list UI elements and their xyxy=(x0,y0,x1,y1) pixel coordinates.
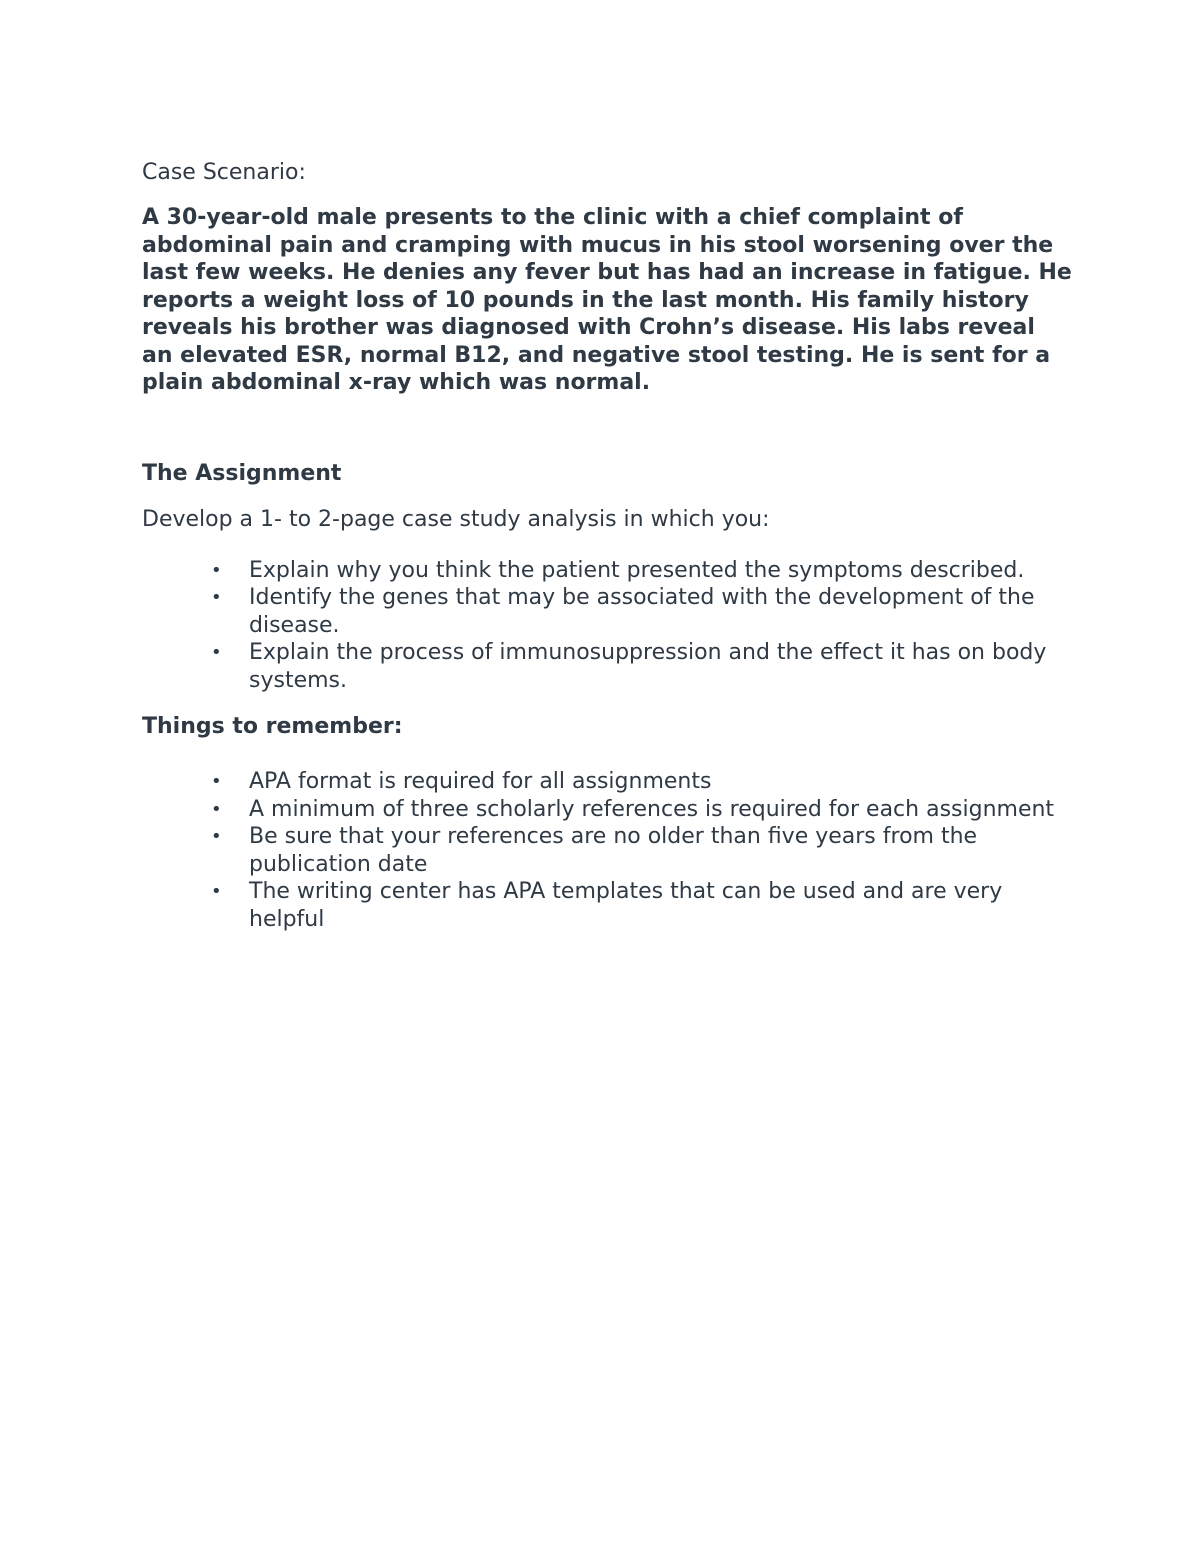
list-item-text: The writing center has APA templates that can be used and are very helpful xyxy=(249,879,1003,932)
bullet-icon: • xyxy=(211,826,222,847)
list-item xyxy=(142,584,1072,639)
assignment-title: The Assignment xyxy=(142,460,342,486)
list-item-text: APA format is required for all assignments xyxy=(249,769,712,794)
list-item xyxy=(142,768,1072,796)
case-scenario-text: A 30-year-old male presents to the clinic with a chief complaint of abdominal pain and cramping with mucus in his stool worsening over the last few weeks. He denies any fever but has had an increase in fatigue. He reports a weight loss of 10 pounds in the last month. His family history reveals his brother was diagnosed with Crohn’s disease. His labs reveal an elevated ESR, normal B12, and negative stool testing. He is sent for a plain abdominal x-ray which was normal. xyxy=(142,205,1072,395)
bullet-icon: • xyxy=(211,881,222,902)
list-item xyxy=(142,796,1072,824)
document-content xyxy=(142,158,1072,933)
bullet-icon: • xyxy=(211,642,222,663)
bullet-icon: • xyxy=(211,587,222,608)
list-item-text: A minimum of three scholarly references is required for each assignment xyxy=(249,796,1055,822)
list-item-text: Explain why you think the patient presented the symptoms described. xyxy=(249,557,1025,583)
list-item-text: Explain the process of immunosuppression and the effect it has on body systems. xyxy=(249,640,1047,693)
bullet-icon: • xyxy=(211,771,222,792)
list-item xyxy=(142,639,1072,694)
bullet-icon: • xyxy=(211,559,222,581)
bullet-icon: • xyxy=(211,798,222,820)
list-item-text: Identify the genes that may be associated with the development of the disease. xyxy=(249,585,1035,638)
case-scenario-heading: Case Scenario: xyxy=(142,160,306,185)
assignment-list xyxy=(142,557,1072,695)
list-item xyxy=(142,878,1072,933)
list-item xyxy=(142,557,1072,585)
remember-list xyxy=(142,768,1072,933)
assignment-intro: Develop a 1- to 2-page case study analysis in which you: xyxy=(142,506,770,532)
list-item xyxy=(142,823,1072,878)
list-item-text: Be sure that your references are no older than five years from the publication date xyxy=(249,824,978,877)
remember-title: Things to remember: xyxy=(142,714,403,739)
